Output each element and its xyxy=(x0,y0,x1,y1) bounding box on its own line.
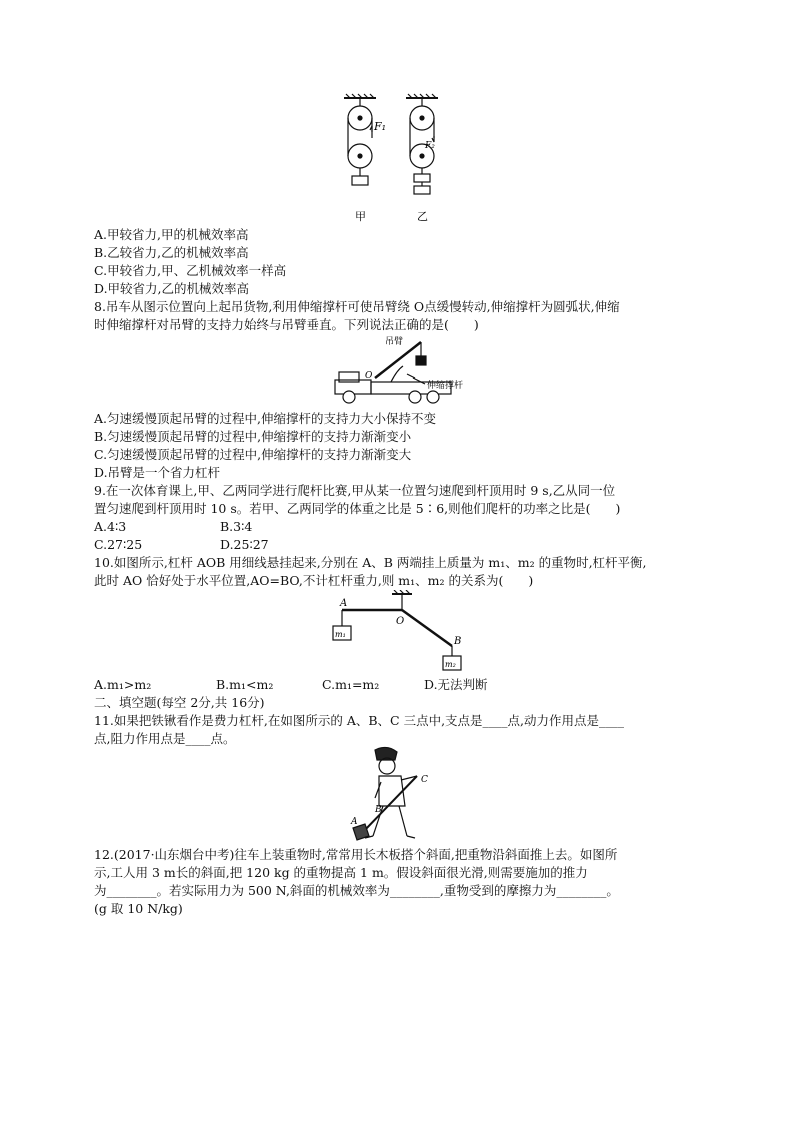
q8-stem-line1: 8.吊车从图示位置向上起吊货物,利用伸缩撑杆可使吊臂绕 O点缓慢转动,伸缩撑杆为圆弧状,伸缩 xyxy=(94,299,620,314)
q9-options-row2 xyxy=(94,536,394,554)
q9-option-d: D.25∶27 xyxy=(220,537,269,552)
q9-options-row1 xyxy=(94,518,394,536)
q12-stem-line4: (g 取 10 N/kg) xyxy=(94,901,183,916)
q10-stem-line1: 10.如图所示,杠杆 AOB 用细线悬挂起来,分别在 A、B 两端挂上质量为 m₁、m₂ 的重物时,杠杆平衡, xyxy=(94,555,647,570)
label-b: B xyxy=(454,636,462,647)
section-title-fill-in: 二、填空题(每空 2分,共 16分) xyxy=(94,695,265,710)
q10-option-d: D.无法判断 xyxy=(424,677,488,692)
q12-stem-line1: 12.(2017·山东烟台中考)往车上装重物时,常常用长木板搭个斜面,把重物沿斜面推上去。如图所 xyxy=(94,847,618,862)
q10-option-c: C.m₁=m₂ xyxy=(322,677,380,692)
label-yi: 乙 xyxy=(417,210,428,223)
shovel-worker-figure xyxy=(345,746,435,844)
label-b: B xyxy=(375,805,382,815)
label-o: O xyxy=(365,371,373,381)
q9-option-b: B.3∶4 xyxy=(220,519,253,534)
q10-options xyxy=(94,676,654,694)
label-a: A xyxy=(351,817,358,827)
q10-stem-line2: 此时 AO 恰好处于水平位置,AO=BO,不计杠杆重力,则 m₁、m₂ 的关系为( ) xyxy=(94,573,534,588)
q10-option-a: A.m₁>m₂ xyxy=(94,677,152,692)
pulley-system-left xyxy=(344,94,376,185)
lever-ob xyxy=(402,610,452,646)
lever-figure xyxy=(322,590,472,676)
q9-stem-line1: 9.在一次体育课上,甲、乙两同学进行爬杆比赛,甲从某一位置匀速爬到杆顶用时 9 s,乙从同一位 xyxy=(94,483,616,498)
shovel-handle xyxy=(363,776,417,832)
strut xyxy=(391,366,403,382)
label-arm: 吊臂 xyxy=(385,337,404,347)
label-m2: m₂ xyxy=(445,660,456,669)
q7-option-d: D.甲较省力,乙的机械效率高 xyxy=(94,281,250,296)
crane-figure xyxy=(325,334,485,408)
q10-option-b: B.m₁<m₂ xyxy=(216,677,274,692)
label-a: A xyxy=(340,598,348,609)
label-c: C xyxy=(421,775,428,785)
q12-stem-line2: 示,工人用 3 m长的斜面,把 120 kg 的重物提高 1 m。假设斜面很光滑,则需要施加的推力 xyxy=(94,865,588,880)
label-jia: 甲 xyxy=(355,210,366,223)
label-o: O xyxy=(396,616,405,627)
label-m1: m₁ xyxy=(335,630,346,639)
q9-option-a: A.4∶3 xyxy=(94,519,127,534)
q8-option-d: D.吊臂是一个省力杠杆 xyxy=(94,465,221,480)
q11-stem-line1: 11.如果把铁锹看作是费力杠杆,在如图所示的 A、B、C 三点中,支点是____点,动力作用点是____ xyxy=(94,713,625,728)
q7-option-c: C.甲较省力,甲、乙机械效率一样高 xyxy=(94,263,287,278)
crane-arm xyxy=(375,342,421,378)
q11-stem-line2: 点,阻力作用点是____点。 xyxy=(94,731,236,746)
q8-option-b: B.匀速缓慢顶起吊臂的过程中,伸缩撑杆的支持力渐渐变小 xyxy=(94,429,412,444)
q12-stem-line3: 为________。若实际用力为 500 N,斜面的机械效率为________,重物受到的摩擦力为________。 xyxy=(94,883,619,898)
q8-stem-line2: 时伸缩撑杆对吊臂的支持力始终与吊臂垂直。下列说法正确的是( ) xyxy=(94,317,479,332)
q9-stem-line2: 置匀速爬到杆顶用时 10 s。若甲、乙两同学的体重之比是 5∶6,则他们爬杆的功率之比是( ) xyxy=(94,501,621,516)
q7-option-a: A.甲较省力,甲的机械效率高 xyxy=(94,227,249,242)
q7-option-b: B.乙较省力,乙的机械效率高 xyxy=(94,245,249,260)
q9-option-c: C.27∶25 xyxy=(94,537,143,552)
f2-label: F₂ xyxy=(425,141,435,151)
q8-option-a: A.匀速缓慢顶起吊臂的过程中,伸缩撑杆的支持力大小保持不变 xyxy=(94,411,436,426)
q8-option-c: C.匀速缓慢顶起吊臂的过程中,伸缩撑杆的支持力渐渐变大 xyxy=(94,447,412,462)
label-strut: 伸缩撑杆 xyxy=(427,381,464,391)
pulley-figure xyxy=(330,92,440,224)
f1-label: F₁ xyxy=(374,120,387,133)
